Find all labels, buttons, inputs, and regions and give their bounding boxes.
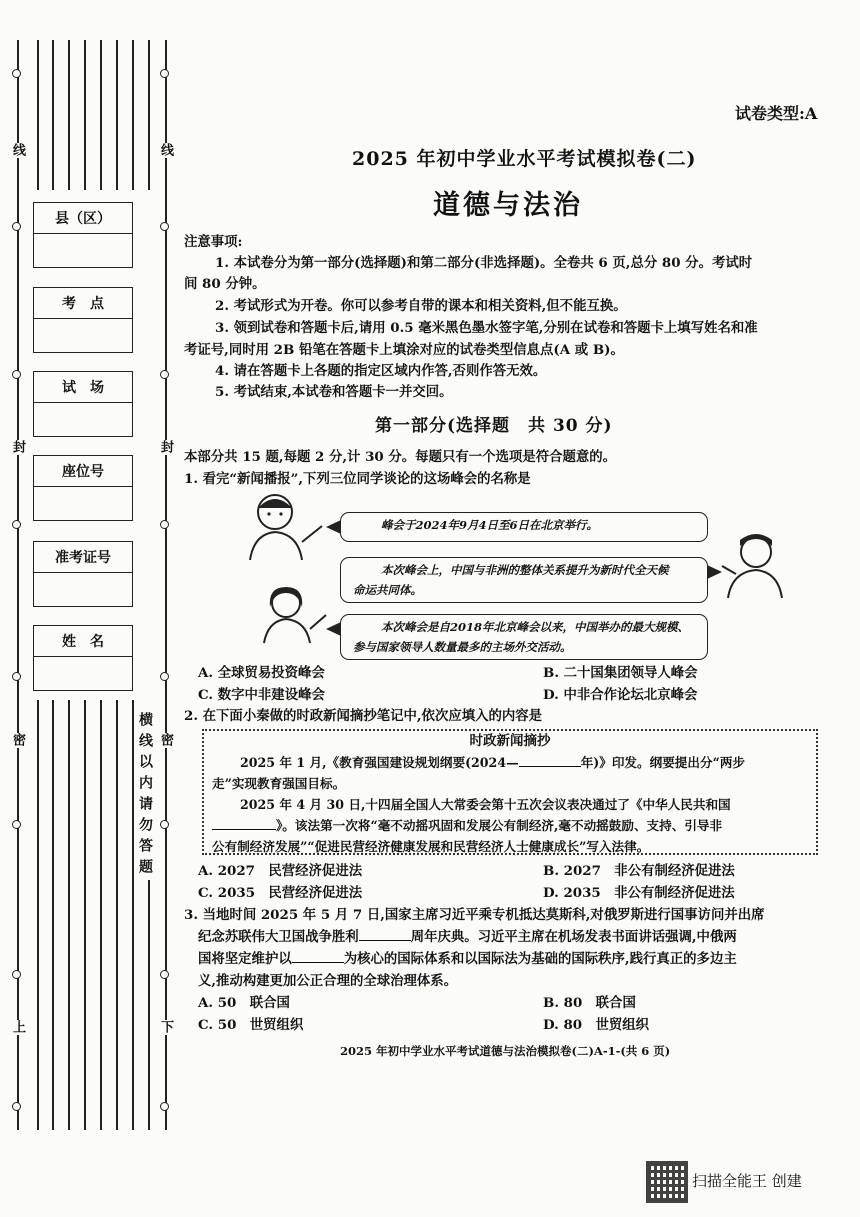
q3-line-2a: 纪念苏联伟大卫国战争胜利 bbox=[198, 929, 359, 945]
q3-line-3a: 国将坚定维护以 bbox=[198, 951, 292, 967]
q3-option-d[interactable]: D. 80 世贸组织 bbox=[543, 1017, 650, 1033]
paper-type: 试卷类型:A bbox=[735, 104, 818, 123]
qr-code-icon bbox=[646, 1161, 688, 1203]
exam-site-label: 考 点 bbox=[34, 288, 132, 319]
q2-p2-c: 公有制经济发展”“促进民营经济健康发展和民营经济人士健康成长”写入法律。 bbox=[212, 839, 650, 854]
q2-p2-a: 2025 年 4 月 30 日,十四届全国人大常委会第十五次会议表决通过了《中华人民共和国 bbox=[240, 797, 731, 812]
bubble-1-text: 峰会于2024年9月4日至6日在北京举行。 bbox=[381, 518, 599, 532]
note-3: 3. 领到试卷和答题卡后,请用 0.5 毫米黑色墨水签字笔,分别在试卷和答题卡上填写姓名和准 bbox=[215, 320, 758, 336]
admission-number-field[interactable] bbox=[33, 541, 133, 607]
admission-number-label: 准考证号 bbox=[34, 542, 132, 573]
speech-bubble-2 bbox=[340, 557, 708, 603]
speech-bubble-1 bbox=[340, 512, 708, 542]
q3-option-b[interactable]: B. 80 联合国 bbox=[543, 995, 636, 1011]
q1-option-b[interactable]: B. 二十国集团领导人峰会 bbox=[543, 665, 698, 681]
bubble-2-line-2: 命运共同体。 bbox=[353, 583, 422, 597]
page-footer: 2025 年初中学业水平考试道德与法治模拟卷(二)A-1-(共 6 页) bbox=[340, 1044, 671, 1058]
q2-p1-b: 年)》印发。纲要提出分“两步 bbox=[580, 755, 746, 770]
q3-option-a[interactable]: A. 50 联合国 bbox=[198, 995, 290, 1011]
student-boy-right-figure bbox=[718, 532, 788, 600]
q1-option-d[interactable]: D. 中非合作论坛北京峰会 bbox=[543, 687, 698, 703]
student-girl-figure bbox=[258, 585, 333, 645]
q2-blank-1[interactable] bbox=[519, 753, 581, 767]
margin-up-label: 上 bbox=[10, 1020, 25, 1035]
county-field[interactable] bbox=[33, 202, 133, 268]
news-note-title: 时政新闻摘抄 bbox=[469, 733, 551, 749]
q2-p1-a: 2025 年 1 月,《教育强国建设规划纲要(2024— bbox=[240, 755, 519, 770]
bubble-3-line-1: 本次峰会是自2018年北京峰会以来，中国举办的最大规模、 bbox=[381, 620, 690, 634]
q3-line-3b: 为核心的国际体系和以国际法为基础的国际秩序,践行真正的多边主 bbox=[343, 951, 737, 967]
q2-option-c[interactable]: C. 2035 民营经济促进法 bbox=[198, 885, 363, 901]
q2-option-d[interactable]: D. 2035 非公有制经济促进法 bbox=[543, 885, 735, 901]
q2-p2-b: 》。该法第一次将“毫不动摇巩固和发展公有制经济,毫不动摇鼓励、支持、引导非 bbox=[276, 818, 723, 833]
q2-option-b[interactable]: B. 2027 非公有制经济促进法 bbox=[543, 863, 735, 879]
name-label: 姓 名 bbox=[34, 626, 132, 657]
seat-number-label: 座位号 bbox=[34, 456, 132, 487]
note-1: 1. 本试卷分为第一部分(选择题)和第二部分(非选择题)。全卷共 6 页,总分 80 分。考试时 bbox=[215, 255, 753, 271]
margin-seal-label: 封 bbox=[10, 440, 25, 455]
inner-dash-line bbox=[165, 40, 167, 1130]
q3-line-2b: 周年庆典。习近平主席在机场发表书面讲话强调,中俄两 bbox=[410, 929, 737, 945]
q3-blank-2[interactable] bbox=[292, 949, 344, 963]
q3-line-1: 3. 当地时间 2025 年 5 月 7 日,国家主席习近平乘专机抵达莫斯科,对俄罗斯进行国事访问并出席 bbox=[184, 907, 765, 923]
margin-down-label: 下 bbox=[158, 1020, 173, 1035]
speech-bubble-3 bbox=[340, 614, 708, 660]
note-1-cont: 间 80 分钟。 bbox=[184, 276, 266, 292]
q3-blank-1[interactable] bbox=[359, 927, 411, 941]
bubble-2-line-1: 本次峰会上，中国与非洲的整体关系提升为新时代全天候 bbox=[381, 563, 669, 577]
outer-dash-line bbox=[17, 40, 19, 1130]
news-note-box bbox=[202, 729, 818, 855]
q2-blank-2[interactable] bbox=[212, 816, 276, 830]
note-4: 4. 请在答题卡上各题的指定区域内作答,否则作答无效。 bbox=[215, 363, 547, 379]
seat-number-field[interactable] bbox=[33, 455, 133, 521]
student-boy-figure bbox=[240, 490, 330, 562]
margin-line-label: 线 bbox=[10, 143, 25, 158]
q2-stem: 2. 在下面小秦做的时政新闻摘抄笔记中,依次应填入的内容是 bbox=[184, 708, 543, 724]
notes-heading: 注意事项: bbox=[184, 234, 243, 250]
subject-title: 道德与法治 bbox=[433, 190, 583, 221]
q1-option-c[interactable]: C. 数字中非建设峰会 bbox=[198, 687, 325, 703]
scanner-credit: 扫描全能王 创建 bbox=[692, 1172, 802, 1190]
q3-line-4: 义,推动构建更加公正合理的全球治理体系。 bbox=[198, 973, 458, 989]
note-2: 2. 考试形式为开卷。你可以参考自带的课本和相关资料,但不能互换。 bbox=[215, 298, 627, 314]
q2-p1-c: 走”实现教育强国目标。 bbox=[212, 776, 346, 791]
margin-secret-label-right: 密 bbox=[158, 733, 173, 748]
exam-title: 2025 年初中学业水平考试模拟卷(二) bbox=[352, 148, 697, 170]
margin-line-label-right: 线 bbox=[158, 143, 173, 158]
q3-option-c[interactable]: C. 50 世贸组织 bbox=[198, 1017, 304, 1033]
q1-stem: 1. 看完“新闻播报”,下列三位同学谈论的这场峰会的名称是 bbox=[184, 471, 531, 487]
margin-seal-label-right: 封 bbox=[158, 440, 173, 455]
note-5: 5. 考试结束,本试卷和答题卡一并交回。 bbox=[215, 384, 453, 400]
exam-room-field[interactable] bbox=[33, 371, 133, 437]
bubble-3-line-2: 参与国家领导人数量最多的主场外交活动。 bbox=[353, 640, 572, 654]
exam-site-field[interactable] bbox=[33, 287, 133, 353]
part1-heading: 第一部分(选择题 共 30 分) bbox=[375, 416, 613, 436]
note-3-cont: 考证号,同时用 2B 铅笔在答题卡上填涂对应的试卷类型信息点(A 或 B)。 bbox=[184, 342, 624, 358]
q1-option-a[interactable]: A. 全球贸易投资峰会 bbox=[198, 665, 325, 681]
seal-warning: 横线以内请勿答题 bbox=[137, 712, 153, 880]
county-label: 县（区） bbox=[34, 203, 132, 234]
margin-secret-label: 密 bbox=[10, 733, 25, 748]
name-field[interactable] bbox=[33, 625, 133, 691]
q2-option-a[interactable]: A. 2027 民营经济促进法 bbox=[198, 863, 363, 879]
part1-intro: 本部分共 15 题,每题 2 分,计 30 分。每题只有一个选项是符合题意的。 bbox=[184, 449, 617, 465]
exam-room-label: 试 场 bbox=[34, 372, 132, 403]
